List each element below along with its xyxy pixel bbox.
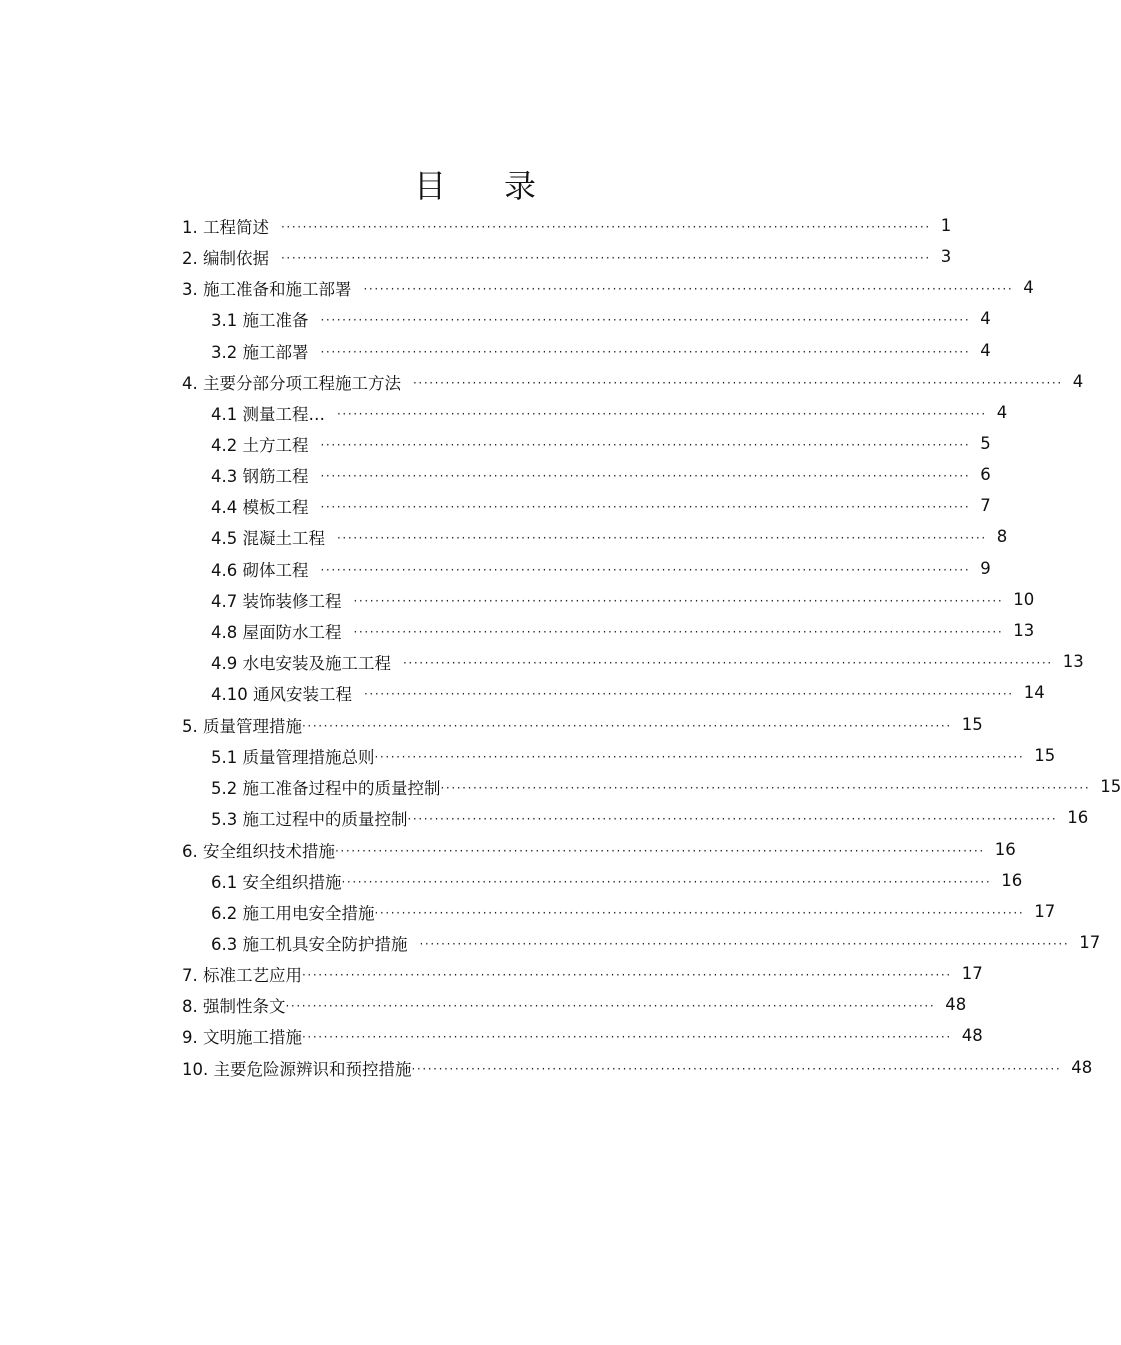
- toc-entry[interactable]: [211, 553, 991, 584]
- toc-entry-label: 4.1 测量工程…: [211, 404, 325, 424]
- toc-entry-page-number: 48: [945, 995, 967, 1014]
- toc-dot-leader: ························································································································: [363, 281, 1014, 296]
- toc-entry[interactable]: [211, 771, 1121, 802]
- toc-dot-leader: ························································································································: [285, 998, 936, 1013]
- toc-dot-leader: ························································································································: [320, 562, 971, 577]
- toc-entry[interactable]: [182, 210, 952, 241]
- toc-entry-label: 6.1 安全组织措施: [211, 872, 342, 892]
- toc-entry-label: 9. 文明施工措施: [182, 1027, 302, 1047]
- toc-dot-leader: ························································································································: [411, 1061, 1062, 1076]
- toc-entry[interactable]: [211, 335, 991, 366]
- toc-dot-leader: ························································································································: [374, 749, 1025, 764]
- toc-entry-label: 4. 主要分部分项工程施工方法: [182, 373, 401, 393]
- toc-dot-leader: ························································································································: [419, 936, 1070, 951]
- toc-entry-page-number: 16: [994, 840, 1016, 859]
- toc-dot-leader: ························································································································: [302, 1029, 952, 1044]
- toc-dot-leader: ························································································································: [337, 406, 987, 421]
- toc-dot-leader: ························································································································: [341, 874, 992, 889]
- toc-entry[interactable]: [182, 709, 983, 740]
- toc-entry-page-number: 16: [1067, 808, 1089, 827]
- toc-dot-leader: ························································································································: [363, 686, 1014, 701]
- toc-entry-page-number: 48: [1071, 1058, 1093, 1077]
- toc-entry-label: 4.4 模板工程: [211, 497, 309, 517]
- toc-entry[interactable]: [182, 366, 1084, 397]
- toc-entry-label: 2. 编制依据: [182, 248, 269, 268]
- toc-title-char-2: 录: [504, 167, 537, 205]
- toc-entry[interactable]: [211, 740, 1056, 771]
- toc-entry[interactable]: [211, 303, 991, 334]
- toc-title: [0, 164, 950, 208]
- toc-entry-page-number: 5: [980, 434, 991, 453]
- toc-entry-label: 8. 强制性条文: [182, 996, 286, 1016]
- toc-entry-page-number: 17: [1079, 933, 1101, 952]
- toc-entry[interactable]: [182, 989, 967, 1020]
- toc-entry-label: 3.1 施工准备: [211, 310, 309, 330]
- toc-entry-label: 3. 施工准备和施工部署: [182, 279, 352, 299]
- toc-entry-page-number: 4: [1072, 372, 1084, 391]
- toc-entry-page-number: 17: [961, 964, 983, 983]
- toc-entry[interactable]: [211, 615, 1035, 646]
- toc-entry[interactable]: [182, 834, 1016, 865]
- toc-dot-leader: ························································································································: [403, 655, 1053, 670]
- toc-entry-label: 4.5 混凝土工程: [211, 528, 325, 548]
- toc-entry-label: 4.9 水电安装及施工工程: [211, 653, 391, 673]
- toc-dot-leader: ························································································································: [302, 967, 952, 982]
- toc-entry-label: 4.6 砌体工程: [211, 560, 309, 580]
- toc-entry[interactable]: [211, 584, 1035, 615]
- toc-entry-label: 5.1 质量管理措施总则: [211, 747, 375, 767]
- toc-entry-label: 4.10 通风安装工程: [211, 684, 352, 704]
- toc-entry[interactable]: [211, 521, 1008, 552]
- toc-entry-label: 5.3 施工过程中的质量控制: [211, 809, 408, 829]
- toc-dot-leader: ························································································································: [353, 593, 1004, 608]
- toc-entry-page-number: 15: [961, 715, 983, 734]
- toc-entry-label: 10. 主要危险源辨识和预控措施: [182, 1059, 412, 1079]
- toc-entry[interactable]: [182, 958, 983, 989]
- toc-dot-leader: ························································································································: [320, 499, 971, 514]
- toc-entry[interactable]: [211, 896, 1056, 927]
- toc-title-char-1: 目: [413, 167, 446, 205]
- toc-entry[interactable]: [182, 1020, 983, 1051]
- toc-entry-page-number: 13: [1062, 652, 1084, 671]
- toc-dot-leader: ························································································································: [320, 312, 971, 327]
- toc-entry-label: 6.2 施工用电安全措施: [211, 903, 375, 923]
- toc-dot-leader: ························································································································: [320, 468, 971, 483]
- toc-dot-leader: ························································································································: [302, 718, 952, 733]
- toc-dot-leader: ························································································································: [281, 250, 931, 265]
- toc-entry-page-number: 9: [980, 559, 991, 578]
- toc-entry[interactable]: [211, 802, 1089, 833]
- toc-entry[interactable]: [211, 927, 1101, 958]
- toc-entry-page-number: 6: [980, 465, 991, 484]
- toc-entry-label: 5. 质量管理措施: [182, 716, 302, 736]
- toc-entry[interactable]: [211, 646, 1084, 677]
- toc-dot-leader: ························································································································: [335, 843, 985, 858]
- toc-dot-leader: ························································································································: [337, 530, 987, 545]
- toc-dot-leader: ························································································································: [353, 624, 1004, 639]
- toc-entry-label: 5.2 施工准备过程中的质量控制: [211, 778, 441, 798]
- toc-entry-page-number: 15: [1034, 746, 1056, 765]
- toc-entry-label: 7. 标准工艺应用: [182, 965, 302, 985]
- toc-entry[interactable]: [211, 865, 1023, 896]
- toc-entry-label: 4.8 屋面防水工程: [211, 622, 342, 642]
- toc-entry-label: 6.3 施工机具安全防护措施: [211, 934, 408, 954]
- toc-entry-label: 6. 安全组织技术措施: [182, 841, 335, 861]
- toc-entry-page-number: 4: [980, 309, 991, 328]
- toc-entry-page-number: 17: [1034, 902, 1056, 921]
- toc-entry-page-number: 8: [996, 527, 1008, 546]
- toc-dot-leader: ························································································································: [320, 344, 971, 359]
- toc-entry-page-number: 3: [940, 247, 952, 266]
- toc-dot-leader: ························································································································: [320, 437, 971, 452]
- toc-dot-leader: ························································································································: [281, 219, 931, 234]
- toc-entry-page-number: 16: [1001, 871, 1023, 890]
- toc-entry[interactable]: [211, 397, 1008, 428]
- toc-entry-page-number: 13: [1013, 621, 1035, 640]
- toc-entry-page-number: 4: [980, 341, 991, 360]
- toc-entry[interactable]: [211, 490, 991, 521]
- toc-entry-page-number: 4: [1023, 278, 1034, 297]
- toc-dot-leader: ························································································································: [374, 905, 1025, 920]
- toc-entry-label: 4.3 钢筋工程: [211, 466, 309, 486]
- toc-entry[interactable]: [211, 459, 991, 490]
- toc-entry[interactable]: [182, 1052, 1093, 1083]
- toc-entry[interactable]: [182, 272, 1034, 303]
- toc-entry-page-number: 1: [940, 216, 952, 235]
- toc-entry-page-number: 4: [996, 403, 1008, 422]
- toc-entry-page-number: 48: [961, 1026, 983, 1045]
- toc-entry-label: 3.2 施工部署: [211, 342, 309, 362]
- toc-entry-label: 1. 工程简述: [182, 217, 269, 237]
- toc-entry-page-number: 10: [1013, 590, 1035, 609]
- toc-entry[interactable]: [182, 241, 952, 272]
- toc-entry[interactable]: [211, 677, 1045, 708]
- toc-entry-page-number: 14: [1023, 683, 1045, 702]
- toc-dot-leader: ························································································································: [407, 811, 1058, 826]
- toc-entry-label: 4.7 装饰装修工程: [211, 591, 342, 611]
- toc-entry-page-number: 15: [1100, 777, 1121, 796]
- toc-entry-page-number: 7: [980, 496, 991, 515]
- toc-dot-leader: ························································································································: [440, 780, 1091, 795]
- toc-entry-label: 4.2 土方工程: [211, 435, 309, 455]
- toc-dot-leader: ························································································································: [413, 375, 1063, 390]
- toc-entry[interactable]: [211, 428, 991, 459]
